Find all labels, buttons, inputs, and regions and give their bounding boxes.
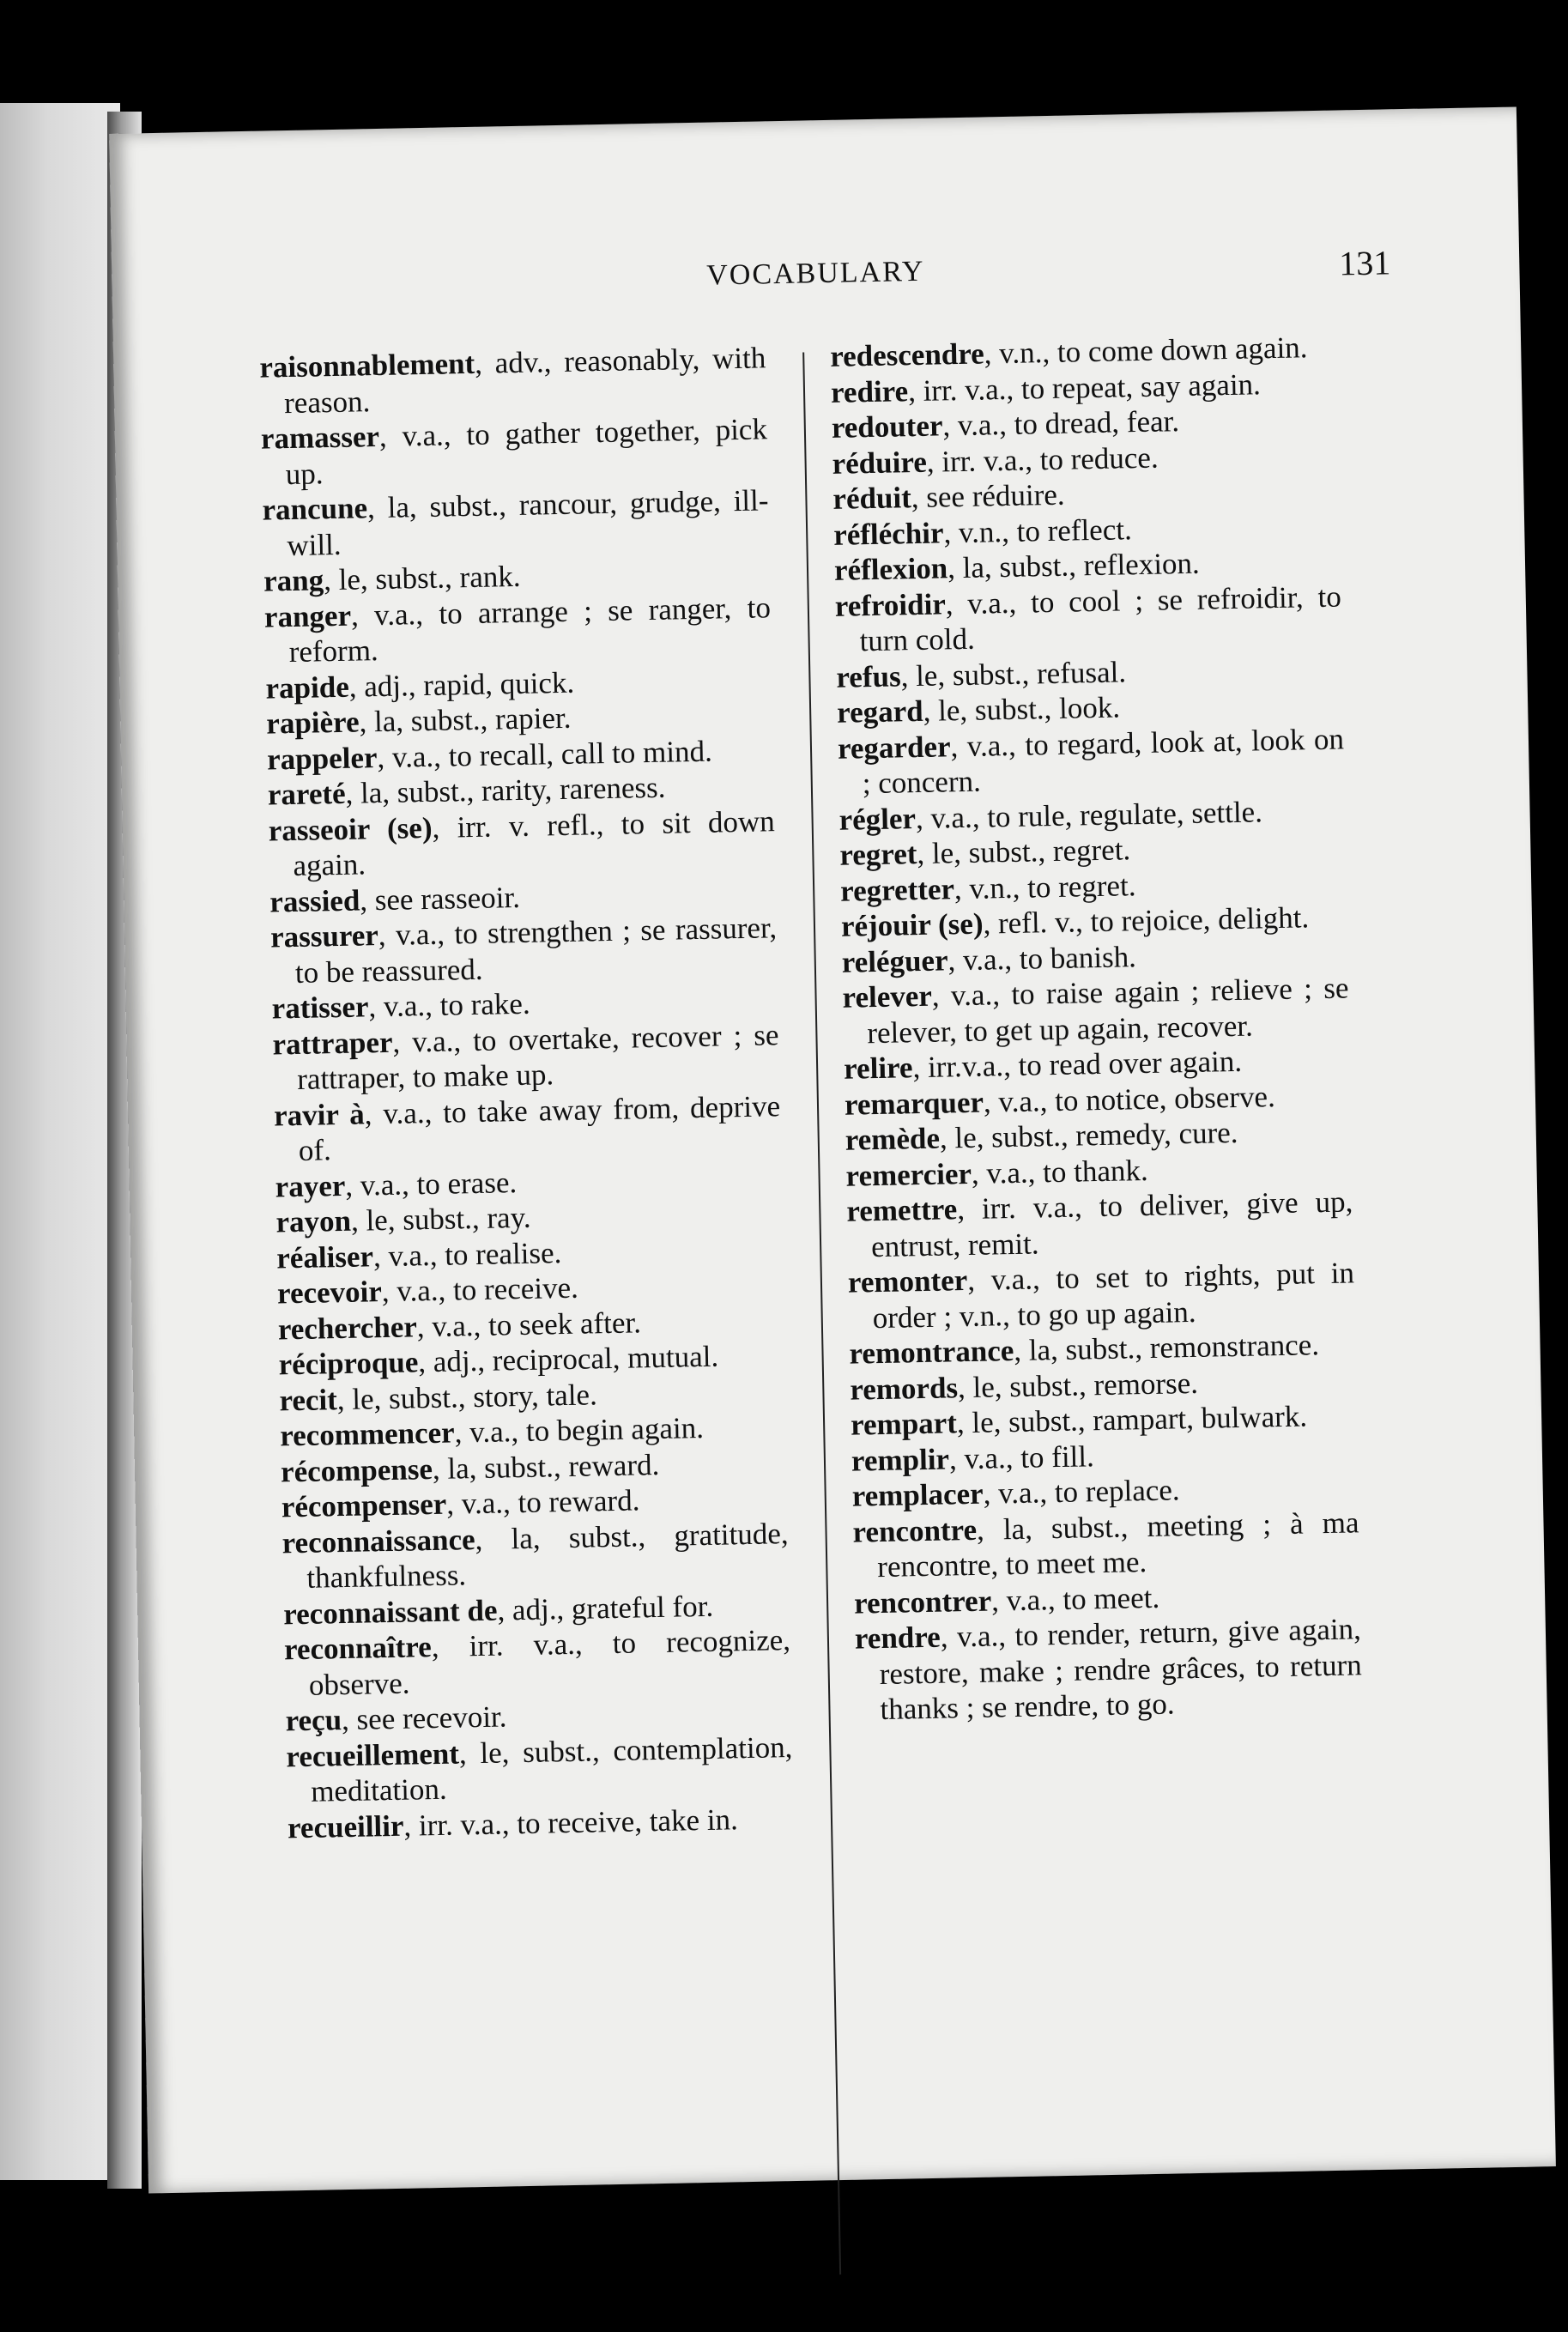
headword: rappeler — [266, 740, 378, 777]
book-page — [109, 106, 1556, 2193]
headword: remords — [849, 1370, 959, 1407]
vocab-entry: rassied, see rasseoir. — [269, 880, 521, 919]
headword: redescendre — [829, 336, 985, 373]
headword: ravir à — [273, 1096, 366, 1132]
headword: réflexion — [833, 551, 948, 587]
vocab-entry: remercier, v.a., to thank. — [845, 1153, 1148, 1193]
vocab-entry: remords, le, subst., remorse. — [849, 1366, 1199, 1407]
headword: rasseoir (se) — [268, 810, 433, 848]
vocab-entry: recommencer, v.a., to begin again. — [279, 1410, 705, 1453]
headword: reconnaissant de — [282, 1593, 498, 1631]
headword: remontrance — [849, 1333, 1014, 1371]
headword: rapide — [265, 669, 350, 706]
vocab-entry: raisonnablement, adv., reasonably, with reason. — [258, 341, 766, 420]
headword: raisonnablement — [258, 346, 475, 385]
headword: redouter — [831, 409, 943, 445]
headword: remarquer — [844, 1085, 984, 1122]
running-header: VOCABULARY — [705, 255, 925, 292]
vocab-entry: réduire, irr. v.a., to reduce. — [832, 440, 1159, 481]
headword: réciproque — [278, 1345, 419, 1382]
headword: remplacer — [851, 1476, 984, 1513]
page-number: 131 — [1338, 243, 1391, 283]
vocab-entry: réflexion, la, subst., reflexion. — [833, 546, 1201, 587]
headword: remplir — [851, 1441, 950, 1478]
vocab-entry: rechercher, v.a., to seek after. — [277, 1305, 642, 1346]
vocab-entry: réciproque, adj., reciprocal, mutual. — [278, 1339, 719, 1382]
vocab-entry: rencontre, la, subst., meeting ; à ma rencontre, to meet me. — [852, 1505, 1359, 1584]
vocab-entry: remontrance, la, subst., remonstrance. — [849, 1328, 1320, 1371]
vocab-entry: rapide, adj., rapid, quick. — [265, 665, 575, 706]
vocab-entry: remarquer, v.a., to notice, observe. — [844, 1079, 1276, 1122]
headword: recommencer — [279, 1415, 456, 1453]
vocab-entry: redire, irr. v.a., to repeat, say again. — [830, 366, 1262, 409]
headword: refroidir — [834, 586, 947, 623]
vocab-entry: regretter, v.n., to regret. — [839, 868, 1136, 908]
vocab-entry: rappeler, v.a., to recall, call to mind. — [266, 734, 713, 777]
headword: regarder — [837, 729, 951, 766]
vocab-entry: remplir, v.a., to fill. — [851, 1439, 1095, 1478]
headword: rapière — [265, 705, 360, 741]
headword: reconnaissance — [282, 1522, 475, 1560]
vocab-entry: réduit, see réduire. — [832, 477, 1065, 516]
left-column — [259, 340, 794, 1845]
vocab-entry: rasseoir (se), irr. v. refl., to sit down again. — [268, 803, 776, 883]
vocab-entry: rayer, v.a., to erase. — [275, 1165, 518, 1203]
vocab-entry: remettre, irr. v.a., to deliver, give up, entrust, remit. — [845, 1184, 1353, 1263]
vocab-entry: refroidir, v.a., to cool ; se refroidir, to turn cold. — [834, 579, 1342, 658]
headword: refus — [836, 658, 901, 694]
headword: rendre — [854, 1620, 941, 1656]
headword: rencontre — [852, 1512, 978, 1549]
vocab-entry: relever, v.a., to raise again ; relieve ; se relever, to get up again, recover. — [842, 971, 1349, 1050]
vocab-entry: reconnaître, irr. v.a., to recognize, observe. — [283, 1623, 791, 1702]
headword: remède — [845, 1121, 941, 1157]
vocab-entry: réaliser, v.a., to realise. — [275, 1235, 562, 1275]
vocab-entry: rassurer, v.a., to strengthen ; se rassurer, to be reassured. — [269, 911, 778, 990]
vocab-entry: rempart, le, subst., rampart, bulwark. — [850, 1399, 1308, 1442]
vocab-entry: ranger, v.a., to arrange ; se ranger, to reform. — [263, 590, 772, 669]
headword: remettre — [845, 1192, 958, 1228]
headword: recevoir — [276, 1275, 383, 1311]
vocab-entry: regarder, v.a., to regard, look at, look on ; concern. — [837, 721, 1345, 801]
facing-page-edge — [0, 103, 120, 2180]
vocab-entry: ravir à, v.a., to take away from, deprive of. — [273, 1088, 781, 1167]
vocab-entry: remplacer, v.a., to replace. — [851, 1473, 1180, 1513]
vocab-entry: recueillir, irr. v.a., to receive, take in. — [287, 1802, 739, 1844]
vocab-entry: recueillement, le, subst., contemplation, meditation. — [286, 1729, 793, 1808]
headword: rayer — [275, 1168, 346, 1203]
headword: rencontrer — [853, 1584, 992, 1620]
headword: recueillir — [287, 1808, 404, 1844]
headword: ramasser — [260, 419, 380, 456]
headword: remonter — [847, 1263, 968, 1299]
headword: regretter — [839, 871, 955, 908]
headword: réjouir (se) — [840, 906, 984, 943]
headword: regard — [836, 694, 924, 730]
headword: rechercher — [277, 1309, 418, 1346]
vocab-entry: reconnaissance, la, subst., gratitude, thankfulness. — [282, 1516, 789, 1595]
right-column — [830, 330, 1363, 1729]
headword: recueillement — [286, 1735, 460, 1773]
vocab-entry: rareté, la, subst., rarity, rareness. — [267, 770, 666, 812]
headword: relever — [842, 978, 933, 1015]
vocab-entry: rancune, la, subst., rancour, grudge, ill-will. — [262, 483, 769, 562]
headword: régler — [838, 801, 917, 837]
headword: ranger — [263, 598, 352, 634]
headword: réduire — [832, 445, 928, 481]
vocab-entry: régler, v.a., to rule, regulate, settle. — [838, 794, 1263, 837]
headword: récompense — [280, 1451, 433, 1488]
vocab-entry: regret, le, subst., regret. — [839, 833, 1131, 872]
vocab-entry: reconnaissant de, adj., grateful for. — [282, 1589, 714, 1631]
vocab-entry: reçu, see recevoir. — [285, 1699, 507, 1738]
headword: relire — [843, 1051, 913, 1086]
vocab-entry: rencontrer, v.a., to meet. — [853, 1580, 1160, 1620]
vocab-entry: reléguer, v.a., to banish. — [841, 939, 1137, 979]
vocab-entry: redescendre, v.n., to come down again. — [829, 330, 1308, 373]
vocab-entry: remède, le, subst., remedy, cure. — [845, 1115, 1238, 1157]
headword: rassied — [269, 883, 360, 919]
vocab-entry: recevoir, v.a., to receive. — [276, 1270, 579, 1311]
headword: récompenser — [281, 1487, 447, 1524]
vocab-entry: ratisser, v.a., to rake. — [271, 986, 530, 1026]
vocab-entry: rendre, v.a., to render, return, give again, restore, make ; rendre grâces, to return thanks ; se rendre, to go. — [854, 1612, 1362, 1727]
headword: reçu — [285, 1703, 342, 1738]
headword: reléguer — [841, 942, 948, 979]
vocab-entry: regard, le, subst., look. — [836, 690, 1121, 730]
vocab-entry: redouter, v.a., to dread, fear. — [831, 404, 1180, 445]
vocab-entry: rapière, la, subst., rapier. — [265, 700, 572, 741]
headword: rancune — [262, 491, 368, 527]
headword: rayon — [275, 1203, 352, 1239]
vocab-entry: ramasser, v.a., to gather together, pick up. — [260, 412, 768, 491]
vocab-entry: réfléchir, v.n., to reflect. — [832, 512, 1133, 552]
headword: recit — [279, 1382, 338, 1417]
vocab-entry: recit, le, subst., story, tale. — [279, 1377, 598, 1417]
vocab-entry: rang, le, subst., rank. — [263, 559, 521, 598]
headword: reconnaître — [283, 1630, 433, 1667]
vocab-entry: rayon, le, subst., ray. — [275, 1200, 531, 1239]
headword: ratisser — [271, 990, 369, 1026]
headword: rattraper — [272, 1025, 393, 1061]
headword: redire — [830, 373, 909, 409]
vocab-entry: réjouir (se), refl. v., to rejoice, delight. — [840, 900, 1310, 943]
headword: remercier — [845, 1156, 972, 1193]
headword: rassurer — [269, 918, 379, 954]
vocab-entry: récompenser, v.a., to reward. — [281, 1483, 640, 1524]
vocab-entry: rattraper, v.a., to overtake, recover ; se rattraper, to make up. — [272, 1017, 779, 1096]
headword: regret — [839, 837, 917, 872]
vocab-entry: remonter, v.a., to set to rights, put in order ; v.n., to go up again. — [847, 1256, 1355, 1335]
headword: réfléchir — [832, 515, 944, 552]
headword: réduit — [832, 481, 912, 516]
vocab-entry: refus, le, subst., refusal. — [836, 654, 1127, 694]
headword: rareté — [267, 776, 346, 812]
headword: rempart — [850, 1406, 958, 1442]
headword: réaliser — [275, 1239, 374, 1275]
headword: rang — [263, 563, 324, 598]
vocab-entry: relire, irr.v.a., to read over again. — [843, 1044, 1243, 1086]
vocab-entry: récompense, la, subst., reward. — [280, 1447, 660, 1488]
